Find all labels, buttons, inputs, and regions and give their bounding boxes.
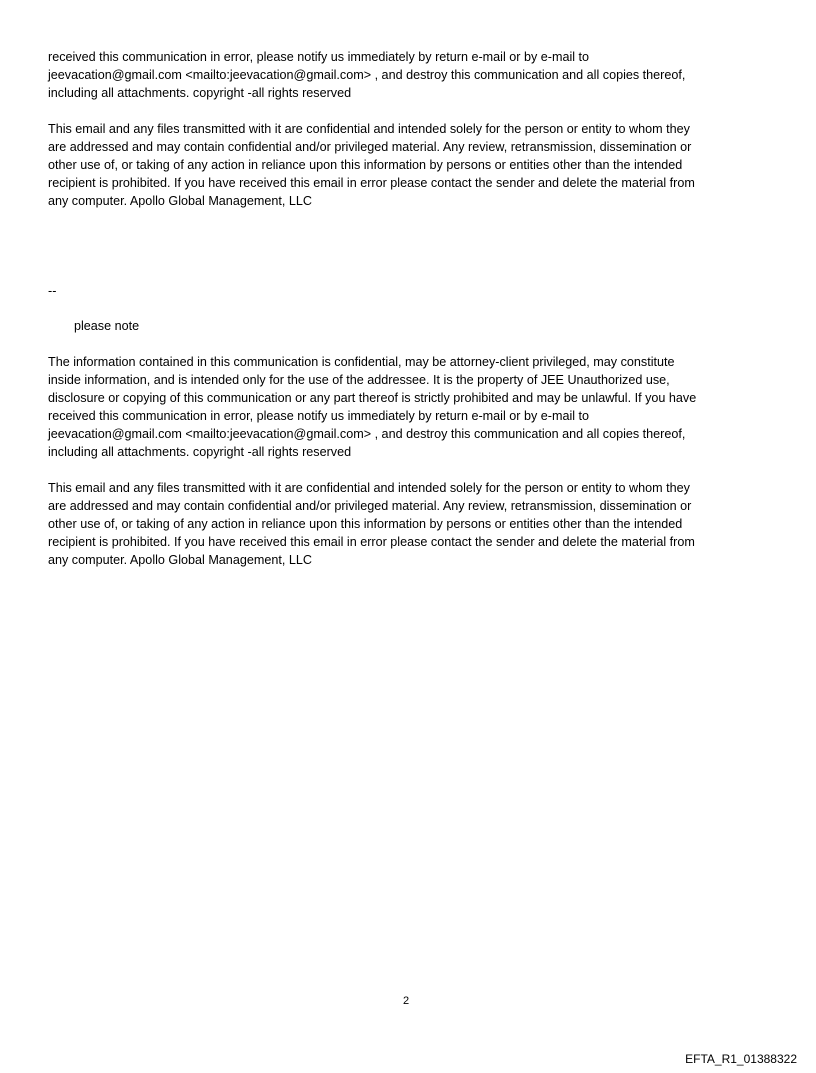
- text-line: including all attachments. copyright -all rights reserved: [48, 86, 352, 100]
- page-number: 2: [403, 995, 410, 1007]
- text-line: disclosure or copying of this communication or any part thereof is strictly prohibited and may be unlawful. If you have: [48, 391, 697, 405]
- text-line: recipient is prohibited. If you have received this email in error please contact the sender and delete the material from: [48, 176, 695, 190]
- text-line: jeevacation@gmail.com <mailto:jeevacation@gmail.com> , and destroy this communication and all copies thereof,: [48, 427, 686, 441]
- apollo-disclaimer-1: [48, 120, 758, 210]
- top-block: [48, 48, 758, 228]
- confidentiality-notice-2: [48, 353, 758, 461]
- text-line: any computer. Apollo Global Management, LLC: [48, 194, 312, 208]
- text-line: The information contained in this communication is confidential, may be attorney-client privileged, may constitute: [48, 355, 675, 369]
- text-line: This email and any files transmitted with it are confidential and intended solely for the person or entity to whom they: [48, 122, 690, 136]
- bates-number: EFTA_R1_01388322: [685, 1052, 797, 1066]
- text-line: received this communication in error, please notify us immediately by return e-mail or by e-mail to: [48, 409, 590, 423]
- text-line: jeevacation@gmail.com <mailto:jeevacation@gmail.com> , and destroy this communication and all copies thereof,: [48, 68, 686, 82]
- confidentiality-notice-1: [48, 48, 758, 102]
- text-line: received this communication in error, please notify us immediately by return e-mail or by e-mail to: [48, 50, 590, 64]
- text-line: are addressed and may contain confidential and/or privileged material. Any review, retransmission, dissemination or: [48, 140, 692, 154]
- text-line: inside information, and is intended only for the use of the addressee. It is the property of JEE Unauthorized use,: [48, 373, 670, 387]
- text-line: This email and any files transmitted with it are confidential and intended solely for the person or entity to whom they: [48, 481, 690, 495]
- second-block: [48, 353, 758, 587]
- text-line: including all attachments. copyright -all rights reserved: [48, 445, 352, 459]
- please-note-label: please note: [74, 319, 140, 333]
- signature-separator: --: [48, 284, 57, 298]
- apollo-disclaimer-2: [48, 479, 758, 569]
- text-line: are addressed and may contain confidential and/or privileged material. Any review, retransmission, dissemination or: [48, 499, 692, 513]
- text-line: any computer. Apollo Global Management, LLC: [48, 553, 312, 567]
- text-line: other use of, or taking of any action in reliance upon this information by persons or entities other than the intended: [48, 158, 683, 172]
- text-line: recipient is prohibited. If you have received this email in error please contact the sender and delete the material from: [48, 535, 695, 549]
- text-line: other use of, or taking of any action in reliance upon this information by persons or entities other than the intended: [48, 517, 683, 531]
